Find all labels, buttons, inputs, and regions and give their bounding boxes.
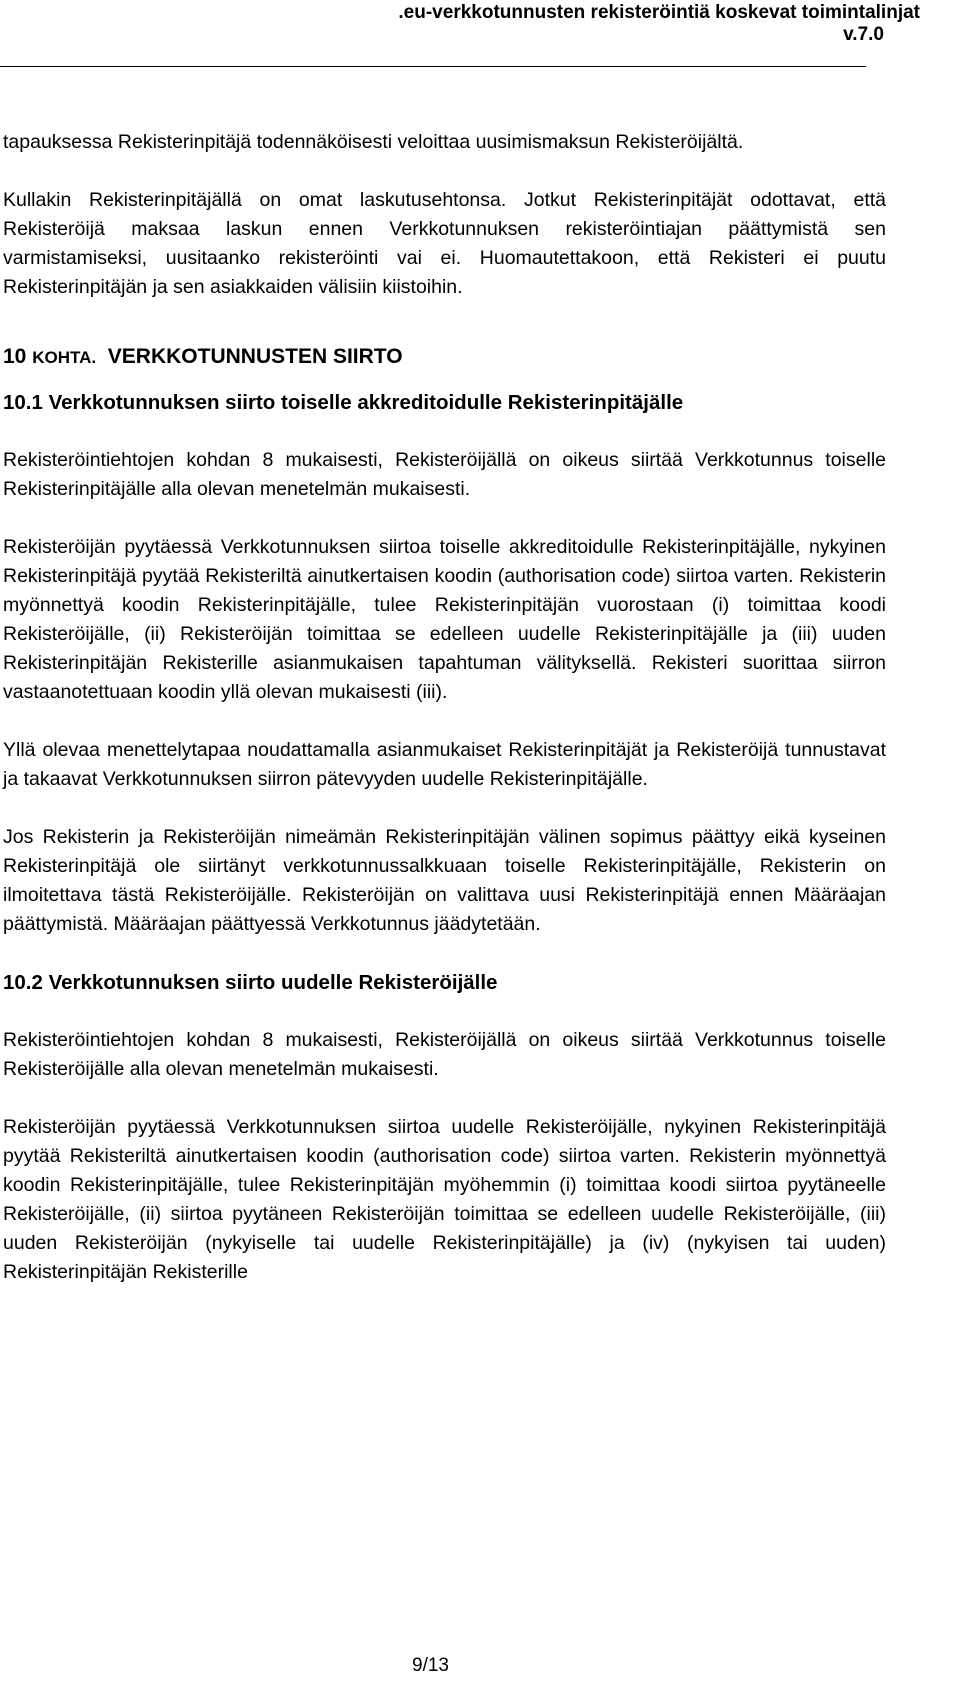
subsection-heading: 10.1 Verkkotunnuksen siirto toiselle akkreditoidulle Rekisterinpitäjälle [3,391,684,414]
section-number: 10 [3,345,27,368]
subsection-heading: 10.2 Verkkotunnuksen siirto uudelle Rekisteröijälle [3,971,498,994]
section-label: KOHTA. [32,348,97,367]
header-divider [0,66,866,67]
paragraph: Rekisteröintiehtojen kohdan 8 mukaisesti, Rekisteröijällä on oikeus siirtää Verkkotunnus toiselle Rekisteröijälle alla olevan menetelmän mukaisesti. [3,1029,886,1080]
document-body [3,128,886,1287]
paragraph: tapauksessa Rekisterinpitäjä todennäköisesti veloittaa uusimismaksun Rekisteröijältä. [3,131,744,153]
section-heading [3,342,886,372]
paragraph: Kullakin Rekisterinpitäjällä on omat laskutusehtonsa. Jotkut Rekisterinpitäjät odottavat, että Rekisteröijä maksaa laskun ennen Verkkotunnuksen rekisteröintiajan päättymistä sen varmistamiseksi, uusitaanko rekisteröinti vai ei. Huomautettakoon, että Rekisteri ei puutu Rekisterinpitäjän ja sen asiakkaiden välisiin kiistoihin. [3,189,886,298]
paragraph: Rekisteröijän pyytäessä Verkkotunnuksen siirtoa toiselle akkreditoidulle Rekisterinpitäjälle, nykyinen Rekisterinpitäjä pyytää Rekisteriltä ainutkertaisen koodin (authorisation code) siirtoa varten. Rekisterin myönnettyä koodin Rekisterinpitäjälle, tulee Rekisterinpitäjän vuorostaan (i) toimittaa koodi Rekisteröijälle, (ii) Rekisteröijän toimittaa se edelleen uudelle Rekisterinpitäjälle ja (iii) uuden Rekisterinpitäjän Rekisterille asianmukaisen tapahtuman välityksellä. Rekisteri suorittaa siirron vastaanotettuaan koodin yllä olevan mukaisesti (iii). [3,536,886,703]
page-number: 9/13 [412,1655,449,1676]
paragraph: Jos Rekisterin ja Rekisteröijän nimeämän Rekisterinpitäjän välinen sopimus päättyy eikä kyseinen Rekisterinpitäjä ole siirtänyt verkkotunnussalkkuaan toiselle Rekisterinpitäjälle, Rekisterin on ilmoitettava tästä Rekisteröijälle. Rekisteröijän on valittava uusi Rekisterinpitäjä ennen Määräajan päättymistä. Määräajan päättyessä Verkkotunnus jäädytetään. [3,826,886,935]
document-header-title: .eu-verkkotunnusten rekisteröintiä koskevat toimintalinjat [398,2,920,23]
paragraph: Rekisteröijän pyytäessä Verkkotunnuksen siirtoa uudelle Rekisteröijälle, nykyinen Rekisterinpitäjä pyytää Rekisteriltä ainutkertaisen koodin (authorisation code) siirtoa varten. Rekisterin myönnettyä koodin Rekisterinpitäjälle, tulee Rekisterinpitäjän myöhemmin (i) toimittaa koodi siirtoa pyytäneelle Rekisteröijälle, (ii) siirtoa pyytäneen Rekisteröijän toimittaa se edelleen uudelle Rekisteröijälle, (iii) uuden Rekisteröijän (nykyiselle tai uudelle Rekisterinpitäjälle) ja (iv) (nykyisen tai uuden) Rekisterinpitäjän Rekisterille [3,1116,886,1283]
section-title: VERKKOTUNNUSTEN SIIRTO [107,345,403,368]
paragraph: Yllä olevaa menettelytapaa noudattamalla asianmukaiset Rekisterinpitäjät ja Rekisteröijä tunnustavat ja takaavat Verkkotunnuksen siirron pätevyyden uudelle Rekisterinpitäjälle. [3,739,886,790]
document-version: v.7.0 [843,24,884,45]
paragraph: Rekisteröintiehtojen kohdan 8 mukaisesti, Rekisteröijällä on oikeus siirtää Verkkotunnus toiselle Rekisterinpitäjälle alla olevan menetelmän mukaisesti. [3,449,886,500]
